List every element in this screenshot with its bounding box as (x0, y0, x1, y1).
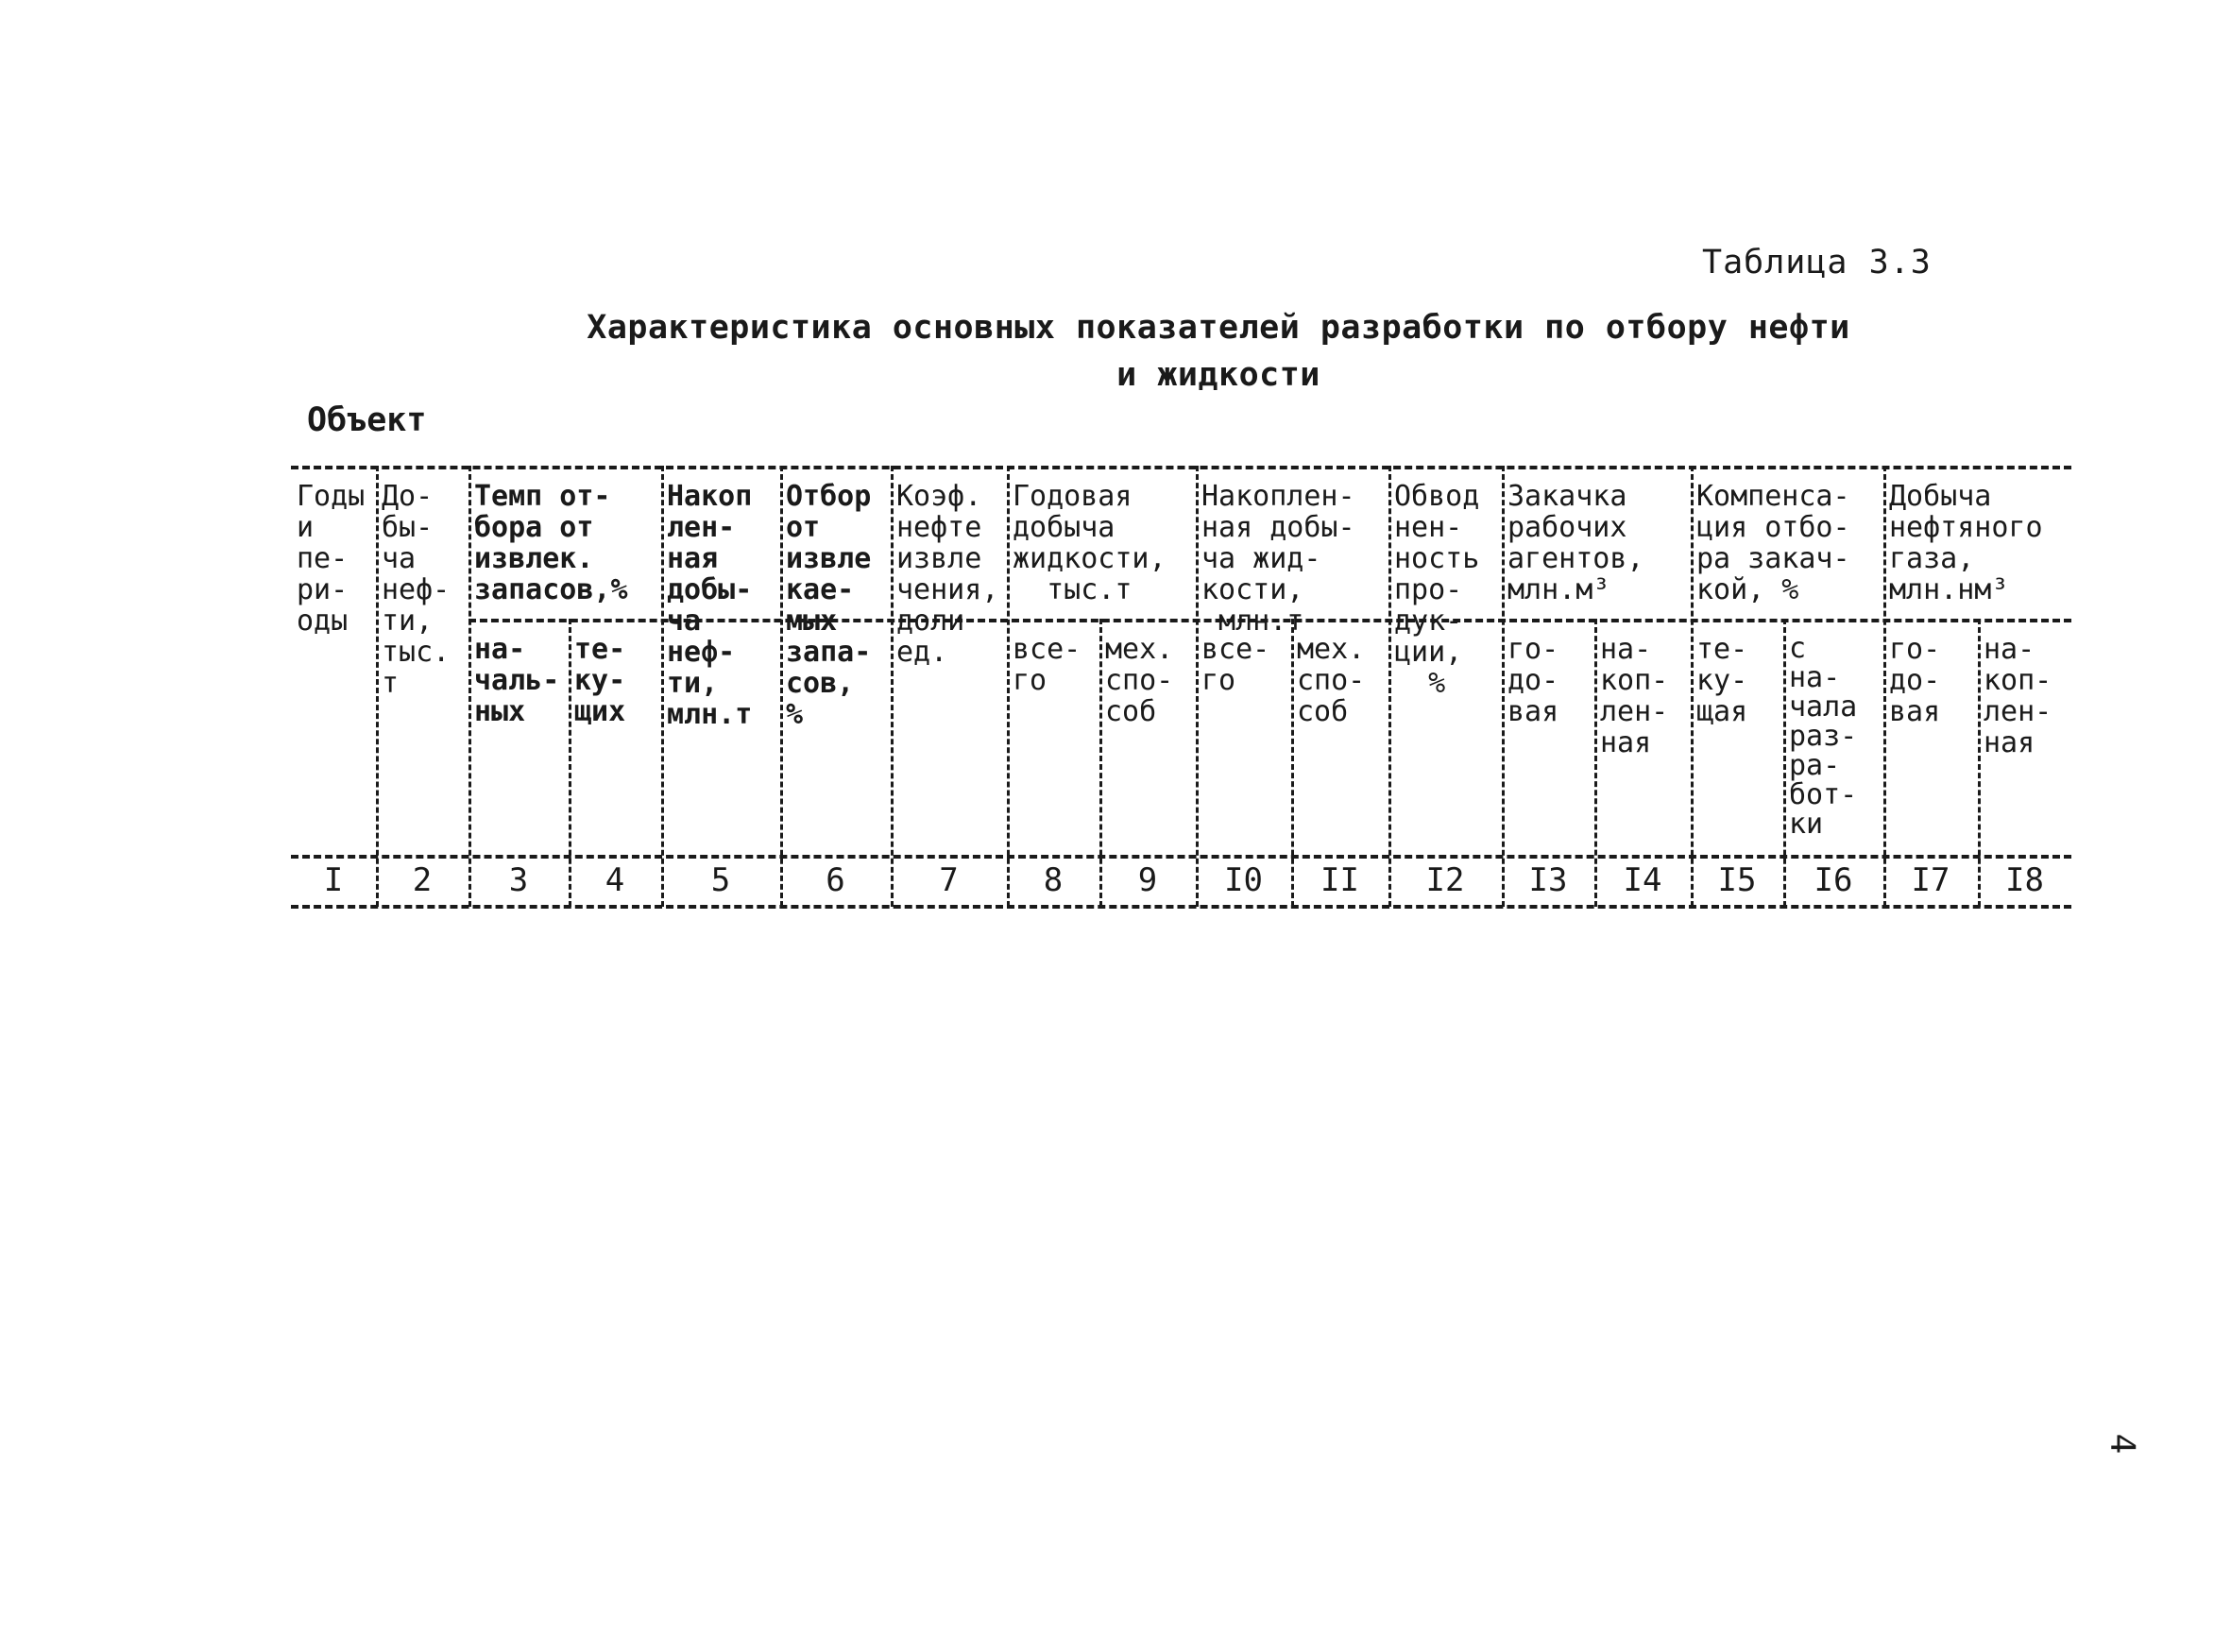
column-number: 9 (1137, 861, 1158, 899)
header-gas-production: Добыча нефтяного газа, млн.нм³ (1889, 480, 2043, 606)
column-number: I (323, 861, 344, 899)
column-number: 3 (508, 861, 529, 899)
header-total: все- го (1013, 633, 1081, 697)
table-number: Таблица 3.3 (1702, 244, 1932, 281)
column-number: I3 (1528, 861, 1568, 899)
column-number: I0 (1224, 861, 1263, 899)
header-since-start: с на- чала раз- ра- бот- ки (1789, 632, 1858, 841)
header-recovery-factor: Коэф. нефте извле чения, доли ед. (896, 480, 999, 669)
header-annual: го- до- вая (1507, 633, 1559, 728)
column-number: 7 (939, 861, 959, 899)
page-side-mark: 4 (2103, 1433, 2142, 1455)
column-number: 6 (826, 861, 845, 899)
header-annual: го- до- вая (1889, 633, 1941, 728)
header-years: Годы и пе- ри- оды (297, 480, 366, 638)
header-injection: Закачка рабочих агентов, млн.м³ (1507, 480, 1644, 606)
column-number: I5 (1717, 861, 1757, 899)
header-compensation: Компенса- ция отбо- ра закач- кой, % (1696, 480, 1850, 606)
header-total: все- го (1201, 633, 1270, 697)
header-water-cut: Обвод нен- ность про- дук- ции, % (1394, 480, 1480, 700)
column-number: 4 (605, 861, 625, 899)
document-title (472, 304, 1965, 399)
column-number: I2 (1425, 861, 1465, 899)
header-initial: на- чаль- ных (474, 633, 560, 728)
rule-header-bottom (291, 855, 2071, 859)
header-recoverable-withdrawal: Отбор от извле кае- мых запа- сов, % (786, 480, 872, 731)
header-cumulative-liquid: Накоплен- ная добы- ча жид- кости, млн.т (1201, 480, 1355, 638)
header-mechanized: мех. спо- соб (1297, 633, 1366, 728)
header-accumulated: на- коп- лен- ная (1984, 633, 2052, 759)
column-number: 2 (412, 861, 433, 899)
column-number: 8 (1043, 861, 1064, 899)
title-line-1: Характеристика основных показателей разработки по отбору нефти (587, 309, 1850, 347)
header-mechanized: мех. спо- соб (1105, 633, 1174, 728)
object-label: Объект (307, 401, 427, 439)
column-number: I8 (2005, 861, 2044, 899)
header-annual-liquid: Годовая добыча жидкости, тыс.т (1013, 480, 1167, 606)
header-withdrawal-rate: Темп от- бора от извлек. запасов,% (474, 480, 628, 606)
column-number: I6 (1814, 861, 1853, 899)
column-number: I7 (1911, 861, 1950, 899)
header-current: те- ку- щих (574, 633, 626, 728)
column-number: I4 (1623, 861, 1662, 899)
header-current: те- ку- щая (1696, 633, 1748, 728)
title-line-2: и жидкости (1116, 356, 1320, 394)
header-accumulated: на- коп- лен- ная (1600, 633, 1669, 759)
column-number: II (1320, 861, 1359, 899)
column-number: 5 (710, 861, 731, 899)
header-cumulative-oil: Накоп лен- ная добы- ча неф- ти, млн.т (667, 480, 753, 731)
header-oil-production: До- бы- ча неф- ти, тыс. т (382, 480, 451, 700)
